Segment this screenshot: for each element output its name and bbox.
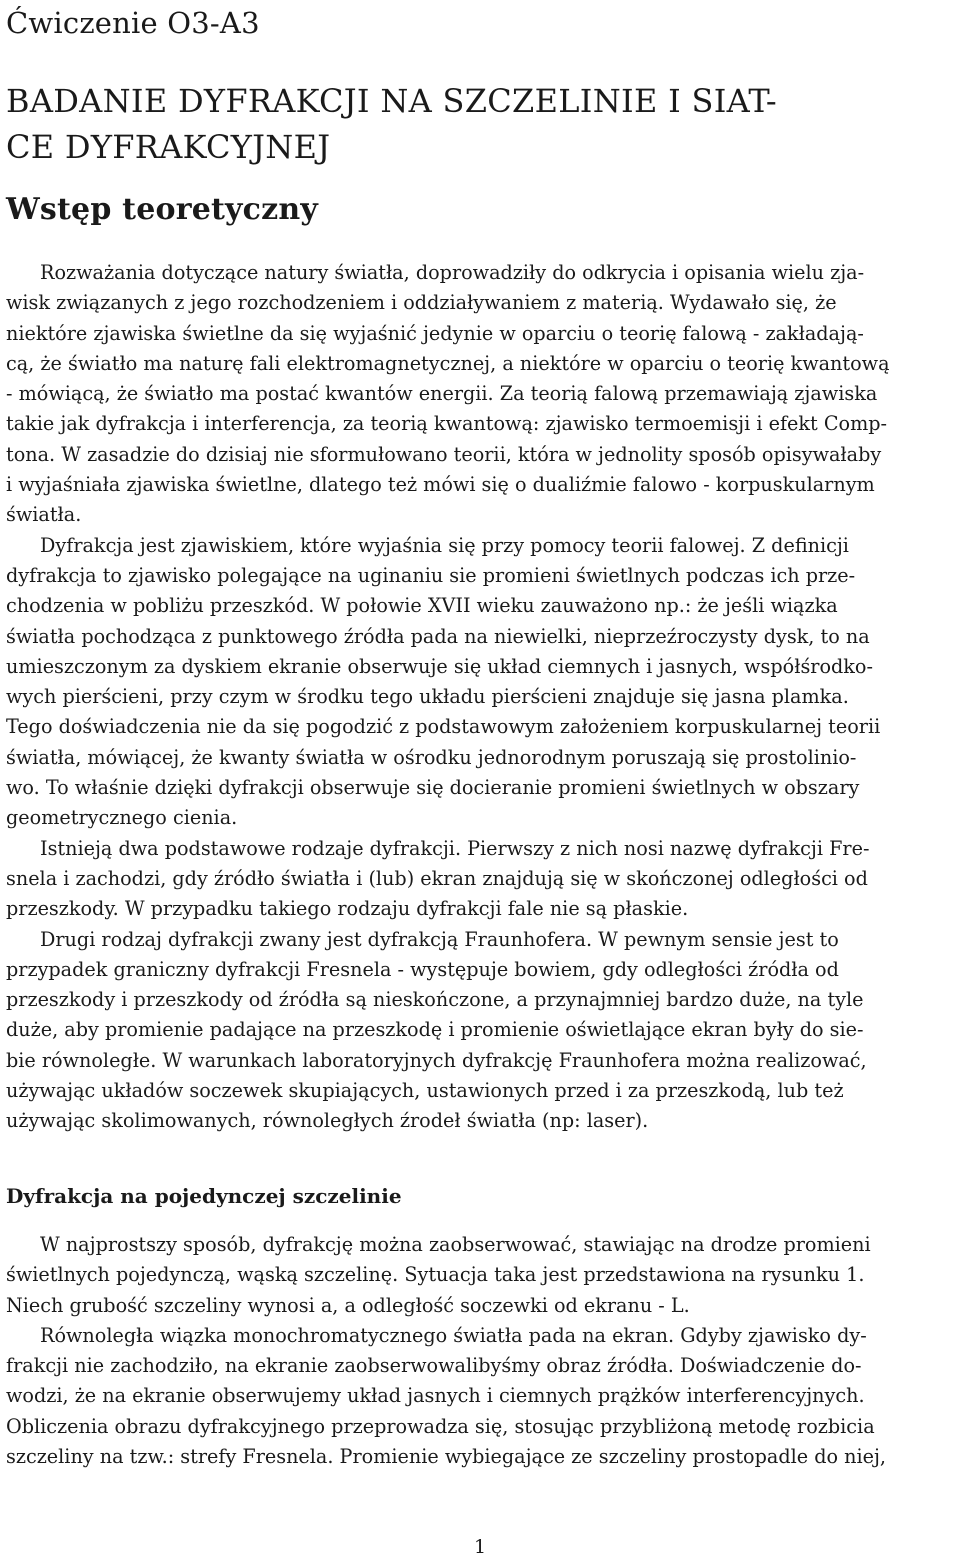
text-line: frakcji nie zachodziło, na ekranie zaobserwowalibyśmy obraz źródła. Doświadczenie do- <box>6 1354 862 1378</box>
text-line: używając układów soczewek skupiających, ustawionych przed i za przeszkodą, lub też <box>6 1079 844 1103</box>
text-line: Obliczenia obrazu dyfrakcyjnego przeprowadza się, stosując przybliżoną metodę rozbicia <box>6 1414 875 1438</box>
text-line: Tego doświadczenia nie da się pogodzić z podstawowym założeniem korpuskularnej teorii <box>6 715 881 739</box>
text-line: światła. <box>6 503 82 527</box>
text-line: dyfrakcja to zjawisko polegające na uginaniu sie promieni świetlnych podczas ich prze- <box>6 563 856 587</box>
text-line: przypadek graniczny dyfrakcji Fresnela - występuje bowiem, gdy odległości źródła od <box>6 957 839 981</box>
section-body <box>6 258 954 1137</box>
subsection-body <box>6 1230 954 1472</box>
text-line: niektóre zjawiska świetlne da się wyjaśnić jedynie w oparciu o teorię falową - zakładają- <box>6 321 864 345</box>
text-line: Równoległa wiązka monochromatycznego światła pada na ekran. Gdyby zjawisko dy- <box>40 1323 867 1347</box>
text-line: i wyjaśniała zjawiska świetlne, dlatego też mówi się o dualiźmie falowo - korpuskularnym <box>6 473 875 497</box>
text-line: Niech grubość szczeliny wynosi a, a odległość soczewki od ekranu - L. <box>6 1293 690 1317</box>
text-line: duże, aby promienie padające na przeszkodę i promienie oświetlające ekran były do sie- <box>6 1018 864 1042</box>
page-number: 1 <box>473 1536 487 1558</box>
text-line: cą, że światło ma naturę fali elektromagnetycznej, a niektóre w oparciu o teorię kwantową <box>6 351 890 375</box>
subsection-heading: Dyfrakcja na pojedynczej szczelinie <box>6 1184 402 1208</box>
text-line: snela i zachodzi, gdy źródło światła i (lub) ekran znajdują się w skończonej odległości od <box>6 866 868 890</box>
text-line: używając skolimowanych, równoległych źrodeł światła (np: laser). <box>6 1109 649 1133</box>
text-line: Rozważania dotyczące natury światła, doprowadziły do odkrycia i opisania wielu zja- <box>40 261 865 284</box>
text-line: szczeliny na tzw.: strefy Fresnela. Promienie wybiegające ze szczeliny prostopadle do niej, <box>6 1445 887 1469</box>
text-line: wych pierścieni, przy czym w środku tego układu pierścieni znajduje się jasna plamka. <box>6 685 849 709</box>
text-line: wisk związanych z jego rozchodzeniem i oddziaływaniem z materią. Wydawało się, że <box>6 291 837 315</box>
text-line: świetlnych pojedynczą, wąską szczelinę. Sytuacja taka jest przedstawiona na rysunku 1. <box>6 1263 865 1287</box>
text-line: geometrycznego cienia. <box>6 806 238 830</box>
text-line: wo. To właśnie dzięki dyfrakcji obserwuje się docieranie promieni świetlnych w obszary <box>6 776 860 800</box>
text-line: Drugi rodzaj dyfrakcji zwany jest dyfrakcją Fraunhofera. W pewnym sensie jest to <box>40 927 839 951</box>
exercise-heading: Ćwiczenie O3-A3 <box>6 6 260 40</box>
text-line: Istnieją dwa podstawowe rodzaje dyfrakcji. Pierwszy z nich nosi nazwę dyfrakcji Fre- <box>40 836 870 860</box>
text-line: bie równoległe. W warunkach laboratoryjnych dyfrakcję Fraunhofera można realizować, <box>6 1048 867 1072</box>
text-line: takie jak dyfrakcja i interferencja, za teorią kwantową: zjawisko termoemisji i efekt Comp- <box>6 412 888 436</box>
text-line: Dyfrakcja jest zjawiskiem, które wyjaśnia się przy pomocy teorii falowej. Z definicji <box>40 533 849 557</box>
text-line: światła pochodząca z punktowego źródła pada na niewielki, nieprzeźroczysty dysk, to na <box>6 624 870 648</box>
text-line: przeszkody. W przypadku takiego rodzaju dyfrakcji fale nie są płaskie. <box>6 897 689 921</box>
text-line: umieszczonym za dyskiem ekranie obserwuje się układ ciemnych i jasnych, współśrodko- <box>6 654 873 678</box>
text-line: chodzenia w pobliżu przeszkód. W połowie XVII wieku zauważono np.: że jeśli wiązka <box>6 594 838 618</box>
title-line: CE DYFRAKCYJNEJ <box>6 128 331 166</box>
text-line: wodzi, że na ekranie obserwujemy układ jasnych i ciemnych prążków interferencyjnych. <box>6 1384 865 1408</box>
section-heading: Wstęp teoretyczny <box>6 192 319 227</box>
text-line: - mówiącą, że światło ma postać kwantów energii. Za teorią falową przemawiają zjawiska <box>6 382 878 406</box>
text-line: tona. W zasadzie do dzisiaj nie sformułowano teorii, która w jednolity sposób opisywałaby <box>6 442 882 466</box>
text-line: przeszkody i przeszkody od źródła są nieskończone, a przynajmniej bardzo duże, na tyle <box>6 988 864 1012</box>
document-title <box>6 78 954 170</box>
title-line: BADANIE DYFRAKCJI NA SZCZELINIE I SIAT- <box>6 82 777 120</box>
text-line: W najprostszy sposób, dyfrakcję można zaobserwować, stawiając na drodze promieni <box>40 1233 871 1256</box>
text-line: światła, mówiącej, że kwanty światła w ośrodku jednorodnym poruszają się prostolinio- <box>6 745 857 769</box>
